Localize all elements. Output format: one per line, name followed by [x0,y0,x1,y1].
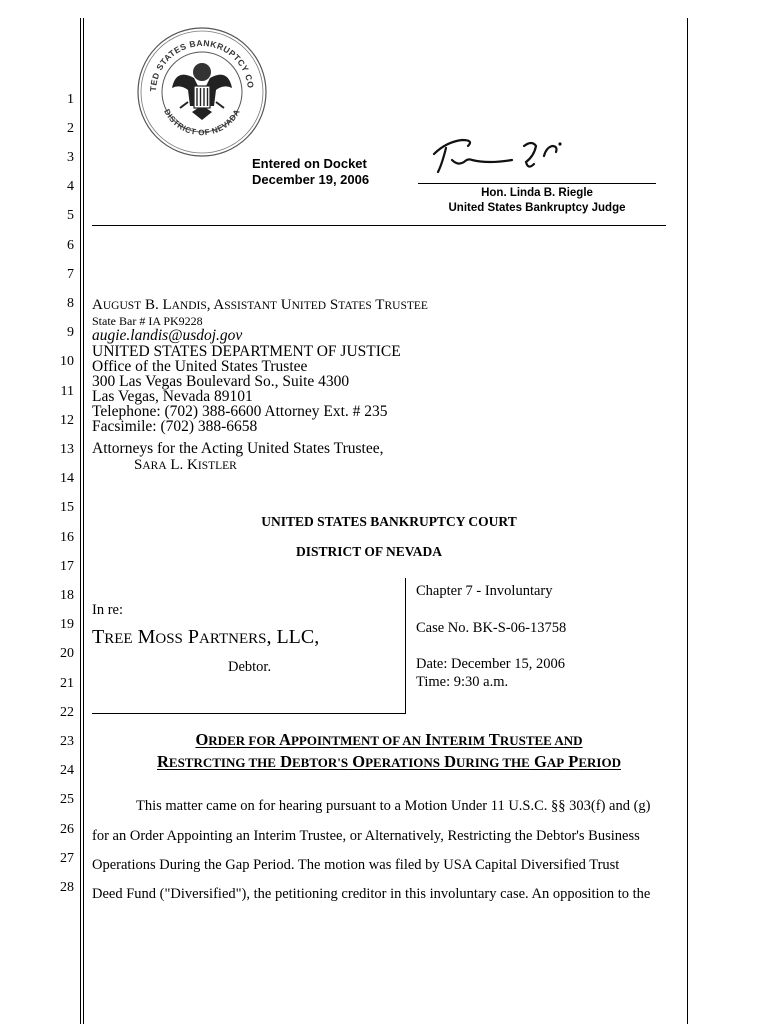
case-number: Case No. BK-S-06-13758 [416,620,567,636]
attorney-block [92,296,428,434]
judge-name: Hon. Linda B. Riegle [481,187,593,199]
line-number: 9 [67,325,74,340]
line-number: 21 [60,676,74,691]
body-paragraph-line: Operations During the Gap Period. The motion was filed by USA Capital Diversified Trust [92,857,620,873]
line-number: 15 [60,500,74,515]
in-re-label: In re: [92,602,123,618]
hearing-time: Time: 9:30 a.m. [416,674,509,690]
line-number: 27 [60,851,74,866]
line-number: 13 [60,442,74,457]
telephone: Telephone: (702) 388-6600 Attorney Ext. # 235 [92,403,388,420]
debtor-label: Debtor. [228,659,272,675]
court-seal [136,26,268,158]
line-number: 10 [60,354,74,369]
line-number: 5 [67,208,74,223]
caption-bottom-rule [92,713,406,714]
docket-entry [252,156,369,188]
line-number: 20 [60,646,74,661]
trustee-name: SARA L. KISTLER [134,457,237,473]
court-district: DISTRICT OF NEVADA [295,544,443,559]
body-paragraph-line: Deed Fund ("Diversified"), the petitioning creditor in this involuntary case. An opposition to the [92,886,651,902]
line-number: 28 [60,880,74,895]
line-number: 14 [60,471,74,486]
line-number: 4 [67,179,74,194]
left-margin-line-inner [83,18,84,1024]
line-number: 23 [60,734,74,749]
left-margin-line-outer [80,18,81,1024]
line-number: 26 [60,822,74,837]
line-number: 8 [67,296,74,311]
facsimile: Facsimile: (702) 388-6658 [92,418,258,435]
line-number: 16 [60,530,74,545]
svg-text:DISTRICT OF NEVADA: DISTRICT OF NEVADA [162,107,242,138]
court-name: UNITED STATES BANKRUPTCY COURT [261,514,517,529]
line-number: 24 [60,763,74,778]
right-margin-line [687,18,688,1024]
department: UNITED STATES DEPARTMENT OF JUSTICE [92,343,401,360]
hearing-date: Date: December 15, 2006 [416,656,565,672]
state-bar: State Bar # IA PK9228 [92,314,203,328]
debtor-name: TREE MOSS PARTNERS, LLC, [92,626,320,648]
body-paragraph-line: for an Order Appointing an Interim Trustee, or Alternatively, Restricting the Debtor's Business [92,828,640,844]
line-number: 7 [67,267,74,282]
header-rule [92,225,666,226]
line-number: 11 [60,384,74,399]
chapter: Chapter 7 - Involuntary [416,583,553,599]
line-number: 19 [60,617,74,632]
judge-title: United States Bankruptcy Judge [448,202,626,214]
address-line-1: 300 Las Vegas Boulevard So., Suite 4300 [92,373,350,390]
line-number: 18 [60,588,74,603]
order-title-line-2: RESTRCTING THE DEBTOR'S OPERATIONS DURING THE GAP PERIOD [156,752,621,771]
svg-text:UNITED STATES BANKRUPTCY COURT: TED STATES BANKRUPTCY CO [147,37,256,92]
attorney-email[interactable]: augie.landis@usdoj.gov [92,327,243,344]
judge-signature [428,134,588,178]
line-number: 2 [67,121,74,136]
caption-divider [405,578,406,714]
signature-line [418,183,656,184]
docket-line-2: December 19, 2006 [252,172,370,187]
judge-block [418,186,656,216]
line-number: 12 [60,413,74,428]
order-title-line-1: ORDER FOR APPOINTMENT OF AN INTERIM TRUSTEE AND [195,730,583,749]
eagle-icon [172,63,232,120]
docket-line-1: Entered on Docket [252,156,367,171]
line-number: 3 [67,150,74,165]
office: Office of the United States Trustee [92,358,308,375]
line-number: 17 [60,559,74,574]
address-line-2: Las Vegas, Nevada 89101 [92,388,253,405]
attorneys-for: Attorneys for the Acting United States Trustee, [92,440,384,457]
line-number: 25 [60,792,74,807]
line-number: 1 [67,92,74,107]
line-number: 6 [67,238,74,253]
attorney-name: AUGUST B. LANDIS, ASSISTANT UNITED STATES TRUSTEE [92,297,428,313]
attorneys-for-block [92,441,383,474]
body-paragraph-line: This matter came on for hearing pursuant to a Motion Under 11 U.S.C. §§ 303(f) and (g) [136,798,651,814]
line-number: 22 [60,705,74,720]
